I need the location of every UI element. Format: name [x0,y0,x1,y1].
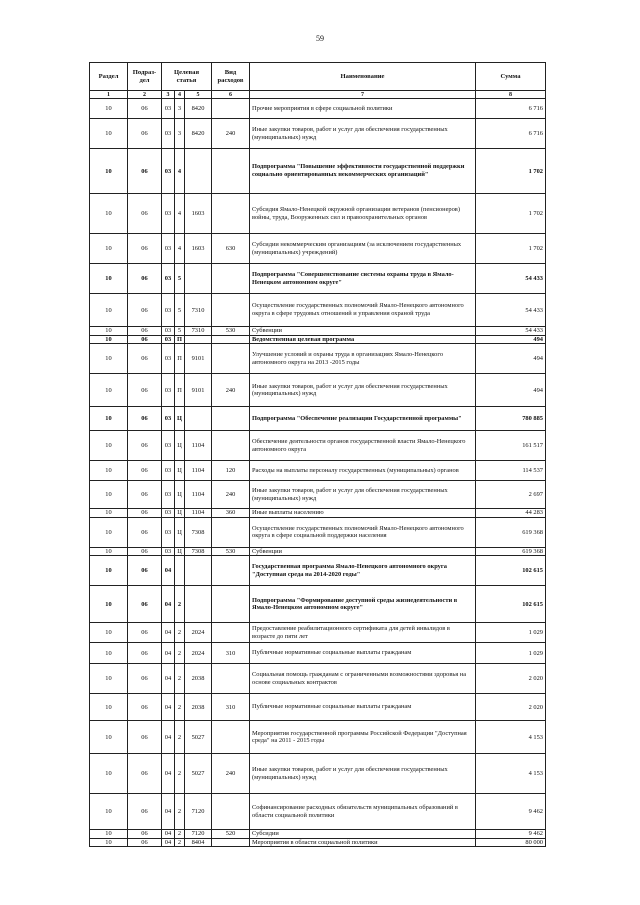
cell-podrazdel: 06 [128,294,162,327]
cell-summa: 1 029 [476,623,546,643]
cell-vid [212,586,250,623]
cell-summa: 780 885 [476,407,546,431]
cell-vid [212,194,250,234]
header-podrazdel: Подраз-дел [128,63,162,91]
cell-summa: 494 [476,335,546,344]
cell-podrazdel: 06 [128,461,162,481]
cell-vid [212,294,250,327]
header-vid: Вид расходов [212,63,250,91]
cell-tselevaya-1: 04 [162,556,175,586]
cell-tselevaya-3 [185,556,212,586]
cell-razdel: 10 [90,509,128,518]
table-row [90,481,546,509]
cell-name: Государственная программа Ямало-Ненецкого автономного округа "Доступная среда на 2014-2020 годы" [250,556,476,586]
table-row [90,327,546,336]
cell-tselevaya-1: 03 [162,234,175,264]
cell-podrazdel: 06 [128,623,162,643]
cell-name: Иные закупки товаров, работ и услуг для обеспечения государственных (муниципальных) нужд [250,374,476,407]
cell-razdel: 10 [90,294,128,327]
cell-tselevaya-1: 04 [162,838,175,847]
cell-razdel: 10 [90,194,128,234]
cell-tselevaya-2: 2 [175,643,185,664]
cell-podrazdel: 06 [128,838,162,847]
cell-tselevaya-1: 03 [162,344,175,374]
cell-vid: 630 [212,234,250,264]
cell-tselevaya-2: П [175,374,185,407]
cell-tselevaya-1: 04 [162,754,175,794]
table-row [90,264,546,294]
cell-razdel: 10 [90,407,128,431]
cell-name: Предоставление реабилитационного сертификата для детей инвалидов в возрасте до пяти лет [250,623,476,643]
cell-vid [212,407,250,431]
cell-razdel: 10 [90,556,128,586]
cell-summa: 1 029 [476,643,546,664]
cell-razdel: 10 [90,721,128,754]
table-row [90,830,546,839]
cell-tselevaya-2: Ц [175,547,185,556]
cell-name: Иные закупки товаров, работ и услуг для обеспечения государственных (муниципальных) нужд [250,119,476,149]
cell-vid [212,149,250,194]
cell-tselevaya-1: 04 [162,830,175,839]
cell-tselevaya-3: 7310 [185,294,212,327]
cell-tselevaya-1: 03 [162,264,175,294]
cell-tselevaya-3: 7120 [185,830,212,839]
table-row [90,294,546,327]
cell-tselevaya-1: 03 [162,461,175,481]
table-row [90,461,546,481]
cell-podrazdel: 06 [128,431,162,461]
cell-podrazdel: 06 [128,643,162,664]
table-row [90,623,546,643]
cell-tselevaya-3: 8420 [185,99,212,119]
cell-summa: 54 433 [476,294,546,327]
cell-podrazdel: 06 [128,694,162,721]
cell-podrazdel: 06 [128,119,162,149]
cell-tselevaya-1: 03 [162,149,175,194]
cell-tselevaya-3: 7310 [185,327,212,336]
cell-name: Иные выплаты населению [250,509,476,518]
cell-podrazdel: 06 [128,335,162,344]
cell-name: Расходы на выплаты персоналу государственных (муниципальных) органов [250,461,476,481]
cell-name: Прочие мероприятия в сфере социальной политики [250,99,476,119]
cell-tselevaya-3: 9101 [185,344,212,374]
cell-tselevaya-1: 03 [162,294,175,327]
cell-tselevaya-3: 7308 [185,517,212,547]
cell-razdel: 10 [90,547,128,556]
cell-tselevaya-2: П [175,344,185,374]
col-number: 6 [212,91,250,99]
cell-vid: 360 [212,509,250,518]
cell-summa: 161 517 [476,431,546,461]
cell-tselevaya-2: 3 [175,119,185,149]
col-number: 8 [476,91,546,99]
cell-tselevaya-1: 03 [162,335,175,344]
table-row [90,119,546,149]
cell-name: Социальная помощь гражданам с ограниченными возможностями здоровья на основе социальных контрактов [250,664,476,694]
cell-razdel: 10 [90,586,128,623]
cell-tselevaya-2: 5 [175,327,185,336]
cell-podrazdel: 06 [128,547,162,556]
table-row [90,547,546,556]
table-row [90,99,546,119]
cell-tselevaya-2: 4 [175,234,185,264]
cell-tselevaya-2: 2 [175,623,185,643]
cell-podrazdel: 06 [128,264,162,294]
budget-table [89,62,546,847]
header-tselevaya: Целевая статья [162,63,212,91]
cell-razdel: 10 [90,838,128,847]
cell-razdel: 10 [90,517,128,547]
cell-vid [212,431,250,461]
cell-vid [212,838,250,847]
cell-vid: 520 [212,830,250,839]
cell-summa: 1 702 [476,194,546,234]
cell-podrazdel: 06 [128,664,162,694]
cell-tselevaya-3: 7120 [185,794,212,830]
cell-podrazdel: 06 [128,754,162,794]
cell-podrazdel: 06 [128,517,162,547]
cell-razdel: 10 [90,149,128,194]
cell-name: Иные закупки товаров, работ и услуг для обеспечения государственных (муниципальных) нужд [250,481,476,509]
cell-tselevaya-1: 04 [162,623,175,643]
cell-tselevaya-2: 4 [175,194,185,234]
cell-razdel: 10 [90,664,128,694]
table-row [90,509,546,518]
cell-vid [212,335,250,344]
col-number: 2 [128,91,162,99]
cell-podrazdel: 06 [128,830,162,839]
cell-tselevaya-2: 2 [175,838,185,847]
cell-razdel: 10 [90,234,128,264]
cell-summa: 9 462 [476,830,546,839]
cell-name: Осуществление государственных полномочий Ямало-Ненецкого автономного округа в сфере социальной поддержки населения [250,517,476,547]
table-row [90,344,546,374]
header-razdel: Раздел [90,63,128,91]
cell-tselevaya-3: 2024 [185,623,212,643]
column-number-row [90,91,546,99]
cell-tselevaya-2: П [175,335,185,344]
cell-tselevaya-1: 03 [162,481,175,509]
cell-summa: 494 [476,374,546,407]
cell-razdel: 10 [90,119,128,149]
cell-tselevaya-3: 1603 [185,234,212,264]
table-row [90,754,546,794]
cell-vid: 240 [212,374,250,407]
col-number: 1 [90,91,128,99]
cell-tselevaya-1: 04 [162,664,175,694]
cell-tselevaya-3: 1104 [185,509,212,518]
cell-razdel: 10 [90,623,128,643]
cell-vid: 530 [212,547,250,556]
cell-tselevaya-1: 03 [162,374,175,407]
cell-podrazdel: 06 [128,794,162,830]
cell-summa: 114 537 [476,461,546,481]
cell-vid [212,556,250,586]
cell-tselevaya-1: 04 [162,586,175,623]
cell-name: Субсидии некоммерческим организациям (за исключением государственных (муниципальных) учреждений) [250,234,476,264]
cell-tselevaya-2: Ц [175,461,185,481]
table-row [90,838,546,847]
cell-name: Подпрограмма "Обеспечение реализации Государственной программы" [250,407,476,431]
cell-name: Публичные нормативные социальные выплаты гражданам [250,694,476,721]
cell-name: Субсидия Ямало-Ненецкой окружной организации ветеранов (пенсионеров) войны, труда, Вооруженных сил и правоохранительных органов [250,194,476,234]
cell-name: Субвенции [250,327,476,336]
cell-name: Подпрограмма "Совершенствование системы охраны труда в Ямало-Ненецком автономном округе" [250,264,476,294]
cell-razdel: 10 [90,694,128,721]
cell-tselevaya-2: 2 [175,794,185,830]
cell-name: Подпрограмма "Повышение эффективности государственной поддержки социально ориентированных некоммерческих организаций" [250,149,476,194]
cell-tselevaya-1: 03 [162,327,175,336]
page-number: 59 [316,34,324,43]
cell-tselevaya-3 [185,407,212,431]
cell-tselevaya-2: 4 [175,149,185,194]
table-body [90,99,546,847]
table-row [90,194,546,234]
cell-tselevaya-1: 03 [162,407,175,431]
table-row [90,586,546,623]
cell-tselevaya-3: 1603 [185,194,212,234]
cell-podrazdel: 06 [128,149,162,194]
cell-vid [212,721,250,754]
table-row [90,149,546,194]
table-row [90,664,546,694]
cell-tselevaya-3 [185,586,212,623]
cell-vid: 530 [212,327,250,336]
table-row [90,407,546,431]
cell-razdel: 10 [90,374,128,407]
cell-podrazdel: 06 [128,234,162,264]
cell-name: Подпрограмма "Формирование доступной среды жизнедеятельности в Ямало-Ненецком автономном округе" [250,586,476,623]
cell-tselevaya-1: 03 [162,99,175,119]
header-summa: Сумма [476,63,546,91]
cell-tselevaya-1: 04 [162,643,175,664]
cell-tselevaya-3: 2038 [185,664,212,694]
cell-tselevaya-2: 5 [175,264,185,294]
cell-summa: 4 153 [476,754,546,794]
table-row [90,794,546,830]
cell-vid: 310 [212,643,250,664]
cell-tselevaya-3 [185,264,212,294]
cell-summa: 102 615 [476,556,546,586]
table-row [90,374,546,407]
cell-vid: 310 [212,694,250,721]
cell-tselevaya-3 [185,335,212,344]
cell-tselevaya-3 [185,149,212,194]
col-number: 5 [185,91,212,99]
cell-podrazdel: 06 [128,586,162,623]
cell-name: Публичные нормативные социальные выплаты гражданам [250,643,476,664]
cell-podrazdel: 06 [128,407,162,431]
cell-summa: 9 462 [476,794,546,830]
cell-tselevaya-2: 2 [175,694,185,721]
cell-podrazdel: 06 [128,194,162,234]
cell-tselevaya-1: 04 [162,794,175,830]
cell-razdel: 10 [90,754,128,794]
cell-podrazdel: 06 [128,327,162,336]
cell-tselevaya-2: Ц [175,431,185,461]
cell-name: Софинансирование расходных обязательств муниципальных образований в области социальной политики [250,794,476,830]
cell-tselevaya-3: 1104 [185,461,212,481]
cell-summa: 1 702 [476,149,546,194]
cell-vid [212,517,250,547]
cell-name: Субсидии [250,830,476,839]
cell-vid [212,623,250,643]
cell-razdel: 10 [90,481,128,509]
cell-tselevaya-3: 2024 [185,643,212,664]
cell-razdel: 10 [90,830,128,839]
cell-summa: 494 [476,344,546,374]
table-row [90,234,546,264]
cell-podrazdel: 06 [128,344,162,374]
table-row [90,556,546,586]
cell-razdel: 10 [90,431,128,461]
cell-tselevaya-3: 1104 [185,431,212,461]
cell-podrazdel: 06 [128,721,162,754]
cell-summa: 4 153 [476,721,546,754]
cell-podrazdel: 06 [128,481,162,509]
cell-vid [212,344,250,374]
cell-name: Улучшение условий и охраны труда в организациях Ямало-Ненецкого автономного округа на 2013 -2015 годы [250,344,476,374]
table-row [90,721,546,754]
cell-vid: 240 [212,754,250,794]
cell-summa: 2 020 [476,664,546,694]
table-row [90,694,546,721]
cell-tselevaya-3: 2038 [185,694,212,721]
cell-tselevaya-2: Ц [175,407,185,431]
cell-podrazdel: 06 [128,99,162,119]
cell-summa: 6 716 [476,99,546,119]
cell-tselevaya-2: Ц [175,517,185,547]
cell-razdel: 10 [90,264,128,294]
cell-summa: 2 697 [476,481,546,509]
cell-summa: 6 716 [476,119,546,149]
cell-name: Обеспечение деятельности органов государственной власти Ямало-Ненецкого автономного округа [250,431,476,461]
cell-tselevaya-3: 7308 [185,547,212,556]
header-name: Наименование [250,63,476,91]
cell-tselevaya-2: 2 [175,586,185,623]
cell-tselevaya-1: 04 [162,721,175,754]
cell-tselevaya-1: 03 [162,119,175,149]
header-row [90,63,546,91]
cell-summa: 54 433 [476,327,546,336]
col-number: 3 [162,91,175,99]
cell-summa: 2 020 [476,694,546,721]
cell-name: Осуществление государственных полномочий Ямало-Ненецкого автономного округа в сфере трудовых отношений и управления охраной труда [250,294,476,327]
cell-summa: 102 615 [476,586,546,623]
cell-tselevaya-2 [175,556,185,586]
cell-vid [212,264,250,294]
cell-vid: 240 [212,481,250,509]
table-row [90,431,546,461]
cell-tselevaya-3: 5027 [185,721,212,754]
cell-tselevaya-1: 04 [162,694,175,721]
cell-podrazdel: 06 [128,374,162,407]
cell-summa: 44 283 [476,509,546,518]
cell-summa: 619 368 [476,517,546,547]
cell-razdel: 10 [90,335,128,344]
cell-name: Субвенции [250,547,476,556]
cell-tselevaya-3: 8404 [185,838,212,847]
cell-name: Ведомственная целевая программа [250,335,476,344]
cell-tselevaya-3: 9101 [185,374,212,407]
cell-vid [212,794,250,830]
cell-podrazdel: 06 [128,509,162,518]
cell-summa: 619 368 [476,547,546,556]
cell-name: Иные закупки товаров, работ и услуг для обеспечения государственных (муниципальных) нужд [250,754,476,794]
cell-tselevaya-2: 2 [175,721,185,754]
cell-razdel: 10 [90,344,128,374]
cell-podrazdel: 06 [128,556,162,586]
cell-tselevaya-2: Ц [175,481,185,509]
cell-tselevaya-1: 03 [162,194,175,234]
cell-vid [212,99,250,119]
cell-tselevaya-2: Ц [175,509,185,518]
cell-razdel: 10 [90,643,128,664]
cell-razdel: 10 [90,99,128,119]
cell-tselevaya-1: 03 [162,517,175,547]
cell-tselevaya-2: 2 [175,830,185,839]
cell-tselevaya-3: 5027 [185,754,212,794]
cell-name: Мероприятия в области социальной политики [250,838,476,847]
cell-tselevaya-2: 2 [175,664,185,694]
cell-tselevaya-3: 8420 [185,119,212,149]
cell-vid: 120 [212,461,250,481]
cell-tselevaya-2: 2 [175,754,185,794]
cell-tselevaya-3: 1104 [185,481,212,509]
cell-tselevaya-1: 03 [162,431,175,461]
cell-name: Мероприятия государственной программы Российской Федерации "Доступная среда" на 2011 - 2015 годы [250,721,476,754]
table-row [90,335,546,344]
col-number: 7 [250,91,476,99]
cell-tselevaya-1: 03 [162,509,175,518]
cell-razdel: 10 [90,794,128,830]
cell-razdel: 10 [90,461,128,481]
cell-vid [212,664,250,694]
cell-summa: 54 433 [476,264,546,294]
table-row [90,643,546,664]
cell-tselevaya-2: 5 [175,294,185,327]
cell-vid: 240 [212,119,250,149]
cell-summa: 1 702 [476,234,546,264]
cell-razdel: 10 [90,327,128,336]
cell-tselevaya-2: 3 [175,99,185,119]
col-number: 4 [175,91,185,99]
cell-tselevaya-1: 03 [162,547,175,556]
cell-summa: 80 000 [476,838,546,847]
table-row [90,517,546,547]
